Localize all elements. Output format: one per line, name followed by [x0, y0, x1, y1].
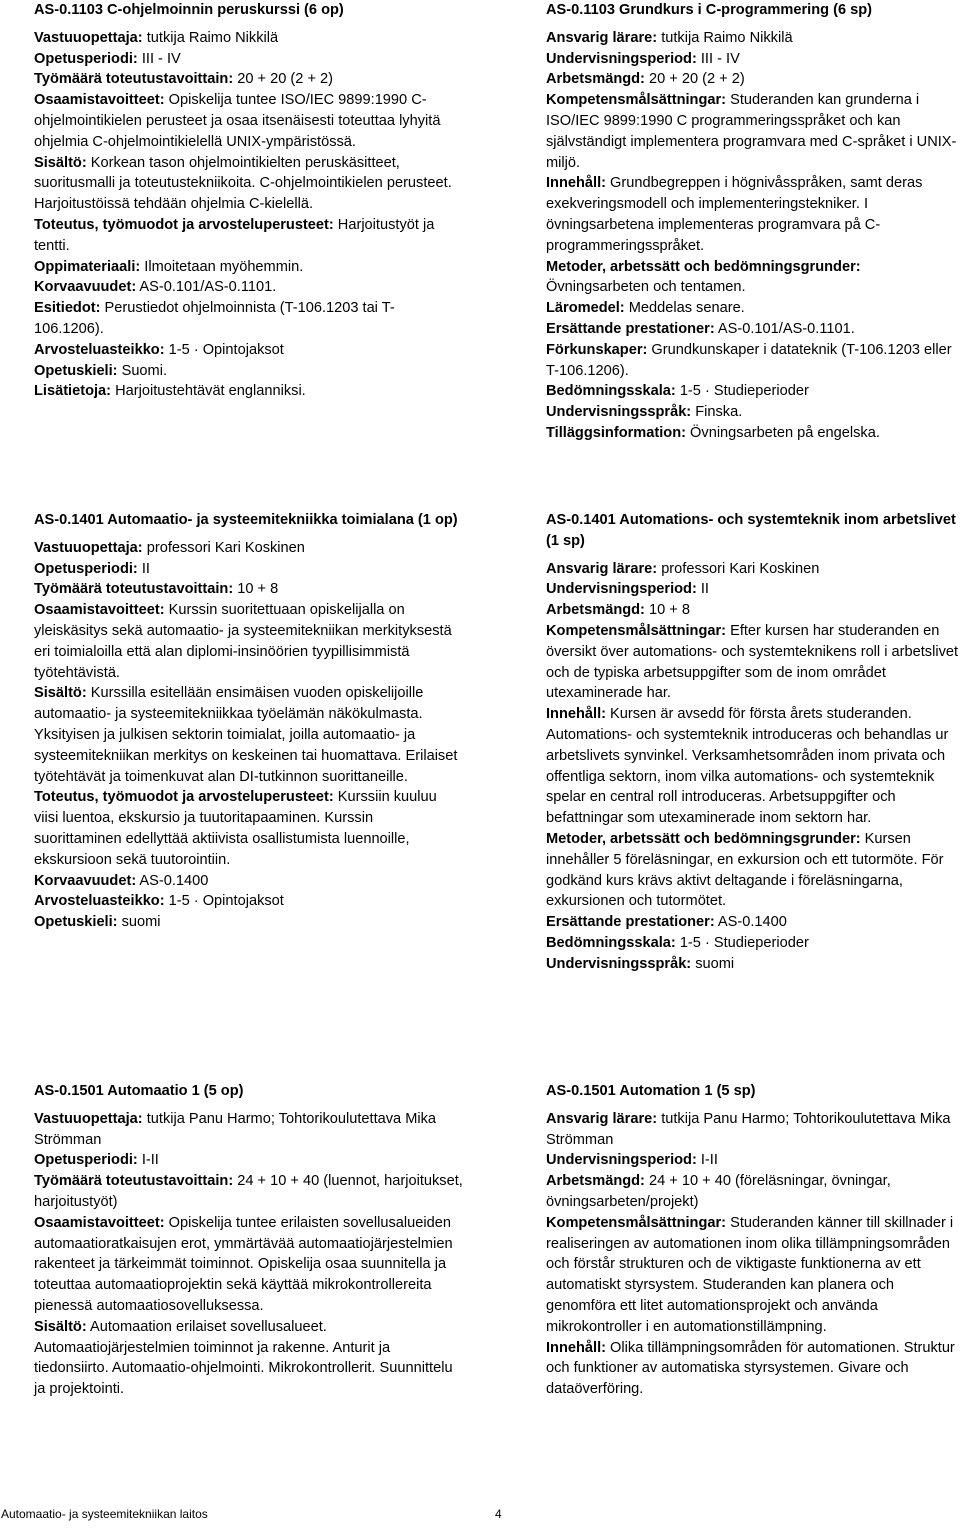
field-line: Vastuuopettaja: professori Kari Koskinen [34, 539, 305, 556]
course-title: AS-0.1501 Automaatio 1 (5 op) [34, 1083, 244, 1099]
course-as-0-1401-sv [546, 510, 960, 975]
field-line: Osaamistavoitteet: Opiskelija tuntee ISO/IEC 9899:1990 C-ohjelmointikielen perusteet ja osaa itsenäisesti toteuttaa lyhyitä ohjelmia C-ohjelmointikielellä UNIX-ympäristössä. [34, 92, 441, 150]
field-line: Vastuuopettaja: tutkija Panu Harmo; Tohtorikoulutettava Mika Strömman [34, 1110, 437, 1148]
field-line: Bedömningsskala: 1-5 · Studieperioder [546, 383, 809, 400]
field-line: Ansvarig lärare: professori Kari Koskinen [546, 560, 820, 577]
department-name: Automaatio- ja systeemitekniikan laitos [1, 1507, 208, 1521]
field-line: Ansvarig lärare: tutkija Panu Harmo; Tohtorikoulutettava Mika Strömman [546, 1110, 951, 1148]
course-title: AS-0.1103 Grundkurs i C-programmering (6 sp) [546, 2, 873, 18]
field-line: Opetusperiodi: II [34, 560, 150, 577]
field-line: Kompetensmålsättningar: Studeranden känner till skillnader i realiseringen av automationen inom olika tillämpningsområden och förstår strukturen och de viktigaste funktionerna av ett automatiskt styrsystem. Studeranden kan planera och genomföra ett litet automationsprojekt och använda mikrokontroller i en automationstillämpning. [546, 1214, 954, 1335]
field-line: Undervisningsspråk: Finska. [546, 404, 743, 421]
field-line: Ersättande prestationer: AS-0.101/AS-0.1101. [546, 320, 855, 337]
field-line: Toteutus, työmuodot ja arvosteluperusteet: Harjoitustyöt ja tentti. [34, 216, 435, 254]
field-line: Arvosteluasteikko: 1-5 · Opintojaksot [34, 893, 284, 910]
field-line: Sisältö: Automaation erilaiset sovellusalueet. Automaatiojärjestelmien toiminnot ja rakenne. Anturit ja tiedonsiirto. Automaatio-ohjelmointi. Mikrokontrollerit. Suunnittelu ja projektointi. [34, 1318, 453, 1398]
field-line: Opetusperiodi: I-II [34, 1152, 159, 1169]
course-as-0-1501-fi [34, 1081, 464, 1400]
course-as-0-1103-sv [546, 0, 960, 444]
field-line: Förkunskaper: Grundkunskaper i datateknik (T-106.1203 eller T-106.1206). [546, 341, 952, 379]
field-line: Undervisningsperiod: II [546, 581, 709, 598]
field-line: Korvaavuudet: AS-0.1400 [34, 872, 209, 889]
field-line: Sisältö: Korkean tason ohjelmointikielten peruskäsitteet, suoritusmalli ja toteutustekniikoita. C-ohjelmointikielen perusteet. Harjoitustöissä tehdään ohjelmia C-kielellä. [34, 154, 452, 213]
field-line: Metoder, arbetssätt och bedömningsgrunder: Kursen innehåller 5 föreläsningar, en exkursion och ett tutormöte. För godkänd kurs krävs aktivt deltagande i föreläsningarna, exkursionen och tutormötet. [546, 830, 944, 910]
course-as-0-1103-fi [34, 0, 464, 402]
field-line: Tilläggsinformation: Övningsarbeten på engelska. [546, 424, 880, 441]
course-title: AS-0.1401 Automaatio- ja systeemitekniikka toimialana (1 op) [34, 512, 458, 528]
field-line: Lisätietoja: Harjoitustehtävät englanniksi. [34, 383, 306, 400]
field-line: Työmäärä toteutustavoittain: 24 + 10 + 40 (luennot, harjoitukset, harjoitustyöt) [34, 1173, 463, 1210]
field-line: Oppimateriaali: Ilmoitetaan myöhemmin. [34, 258, 304, 275]
field-line: Innehåll: Olika tillämpningsområden för automationen. Struktur och funktioner av automatiska styrsystemen. Givare och dataöverföring. [546, 1339, 955, 1398]
field-line: Undervisningsspråk: suomi [546, 955, 735, 972]
field-line: Arbetsmängd: 24 + 10 + 40 (föreläsningar, övningar, övningsarbeten/projekt) [546, 1173, 891, 1210]
field-line: Sisältö: Kurssilla esitellään ensimäisen vuoden opiskelijoille automaatio- ja systeemitekniikkaa työelämän näkökulmasta. Yksityisen ja julkisen sektorin toimialat, joilla automaatio- ja systeemitekniikan merkitys on keskeinen tai huomattava. Erilaiset työtehtävät ja toimenkuvat alan DI-tutkinnon suorittaneille. [34, 685, 458, 785]
field-line: Undervisningsperiod: III - IV [546, 50, 740, 67]
field-line: Työmäärä toteutustavoittain: 20 + 20 (2 + 2) [34, 71, 333, 88]
field-line: Opetuskieli: suomi [34, 914, 161, 931]
field-line: Vastuuopettaja: tutkija Raimo Nikkilä [34, 29, 279, 46]
field-line: Opetusperiodi: III - IV [34, 50, 181, 67]
field-line: Kompetensmålsättningar: Studeranden kan grunderna i ISO/IEC 9899:1990 C programmeringsspråket och kan självständigt implementera programvara med C-språket i UNIX-miljö. [546, 92, 957, 171]
field-line: Undervisningsperiod: I-II [546, 1152, 718, 1169]
field-line: Metoder, arbetssätt och bedömningsgrunder: Övningsarbeten och tentamen. [546, 258, 861, 296]
field-line: Opetuskieli: Suomi. [34, 362, 168, 379]
field-line: Työmäärä toteutustavoittain: 10 + 8 [34, 581, 279, 598]
field-line: Korvaavuudet: AS-0.101/AS-0.1101. [34, 279, 277, 296]
course-as-0-1401-fi [34, 510, 464, 933]
course-title: AS-0.1401 Automations- och systemteknik inom arbetslivet (1 sp) [546, 512, 956, 549]
field-line: Läromedel: Meddelas senare. [546, 300, 745, 317]
field-line: Osaamistavoitteet: Kurssin suoritettuaan opiskelijalla on yleiskäsitys sekä automaatio- ja systeemitekniikan merkityksestä eri toimialoilla että alan diplomi-insinöörien tyypillisimmistä työtehtävistä. [34, 602, 452, 681]
field-line: Arvosteluasteikko: 1-5 · Opintojaksot [34, 341, 284, 358]
field-line: Kompetensmålsättningar: Efter kursen har studeranden en översikt över automations- och systemteknikens roll i arbetslivet och de typiska arbetsuppgifter som de inom området utexaminerade har. [546, 622, 959, 702]
field-line: Ersättande prestationer: AS-0.1400 [546, 914, 787, 931]
course-title: AS-0.1501 Automation 1 (5 sp) [546, 1083, 756, 1099]
field-line: Osaamistavoitteet: Opiskelija tuntee erilaisten sovellusalueiden automaatioratkaisujen erot, ymmärtävää automaatiojärjestelmien rakenteet ja tärkeimmät toiminnot. Opiskelija osaa suunnitella ja toteuttaa automaatioprojektin sekä käyttää mikrokontrollereita pienessä automaatiosovelluksessa. [34, 1214, 453, 1314]
field-line: Arbetsmängd: 20 + 20 (2 + 2) [546, 71, 745, 88]
field-line: Esitiedot: Perustiedot ohjelmoinnista (T-106.1203 tai T-106.1206). [34, 300, 395, 337]
field-line: Toteutus, työmuodot ja arvosteluperusteet: Kurssiin kuuluu viisi luentoa, ekskursio ja tuutoritapaaminen. Kurssin suorittaminen edellyttää aktiivista osallistumista luennoille, ekskursioon sekä tuutorointiin. [34, 789, 437, 868]
field-line: Innehåll: Grundbegreppen i högnivåsspråken, samt deras exekveringsmodell och implementeringstekniker. I övningsarbetena implementeras programvara på C-programmeringsspråket. [546, 175, 923, 254]
course-as-0-1501-sv [546, 1081, 960, 1400]
course-title: AS-0.1103 C-ohjelmoinnin peruskurssi (6 op) [34, 2, 344, 18]
field-line: Ansvarig lärare: tutkija Raimo Nikkilä [546, 29, 793, 46]
field-line: Bedömningsskala: 1-5 · Studieperioder [546, 934, 809, 951]
field-line: Arbetsmängd: 10 + 8 [546, 602, 690, 619]
field-line: Innehåll: Kursen är avsedd för första årets studeranden. Automations- och systemteknik introduceras och behandlas ur arbetslivets synvinkel. Verksamhetsområden inom privata och offentliga sektorn, inom vilka automations- och systemteknik spelar en central roll introduceras. Arbetsuppgifter och befattningar som utexaminerade inom sektorn har. [546, 706, 949, 827]
page-number: 4 [495, 1507, 502, 1521]
